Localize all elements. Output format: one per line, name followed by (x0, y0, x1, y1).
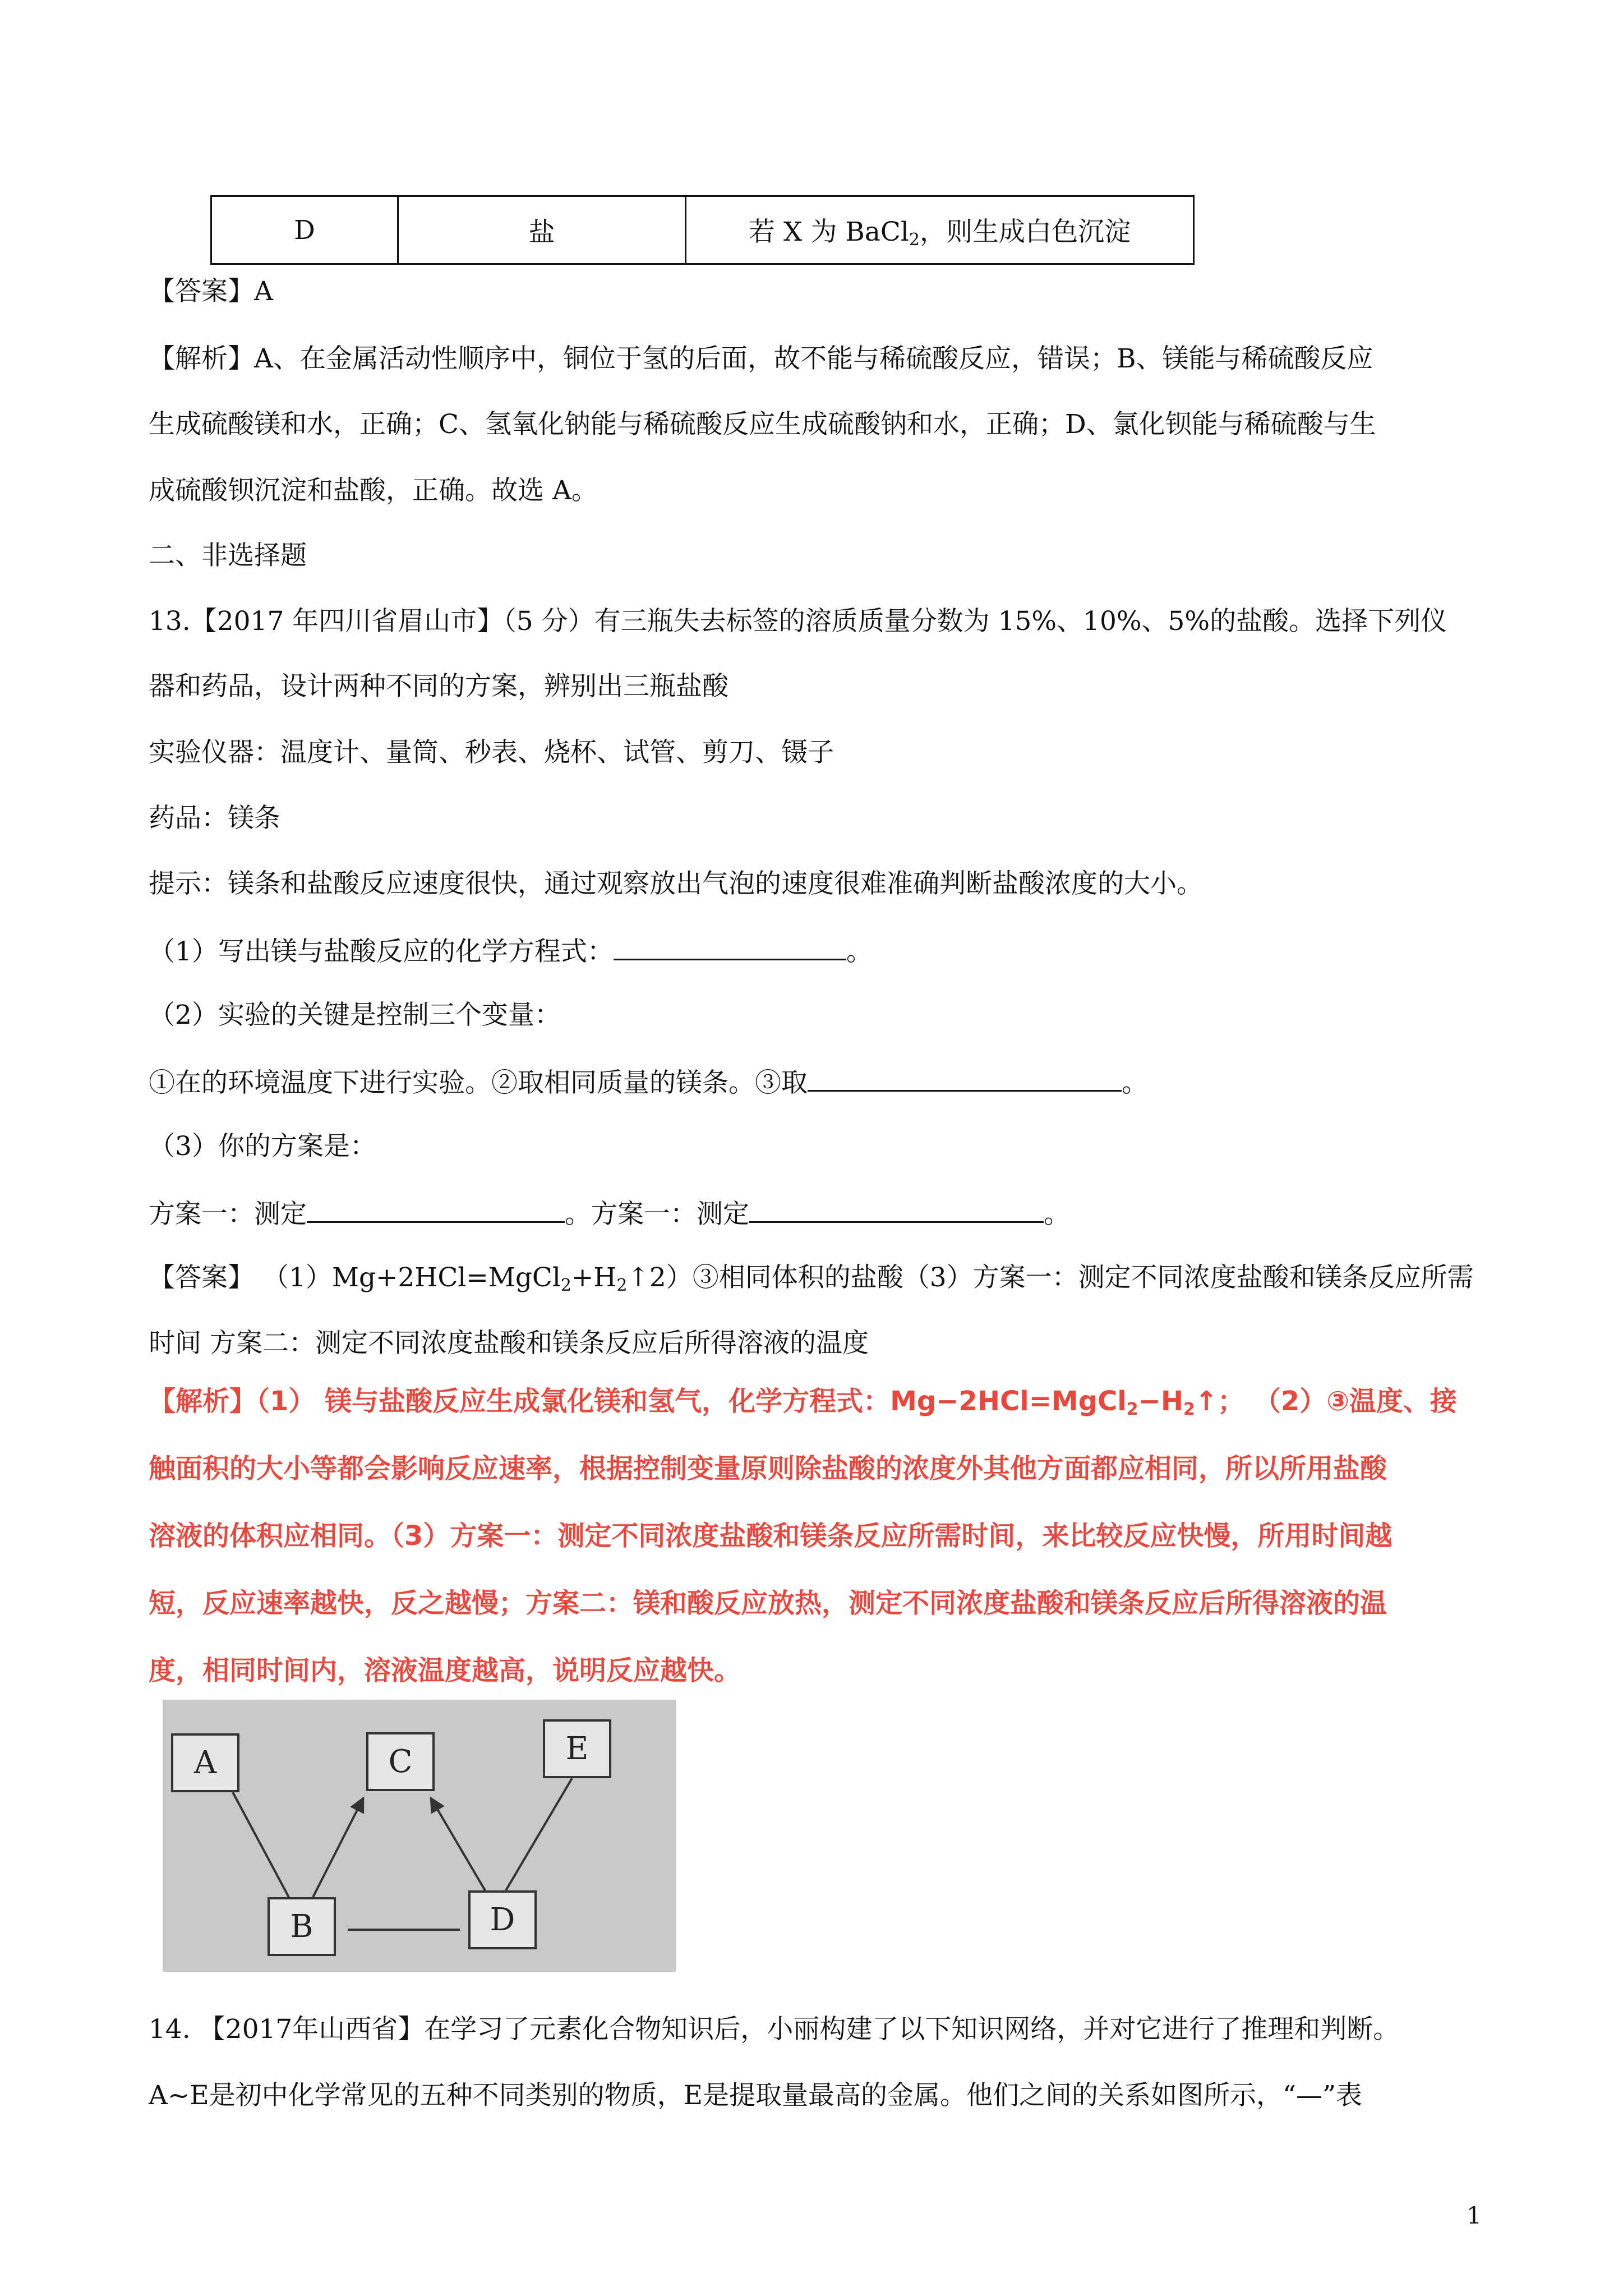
q13-instruments: 实验仪器：温度计、量筒、秒表、烧杯、试管、剪刀、镊子 (149, 737, 834, 768)
q13-answer-line-2: 时间 方案二：测定不同浓度盐酸和镁条反应后所得溶液的温度 (149, 1328, 869, 1359)
description-cell: 若 X 为 BaCl$_2$，则生成白色沉淀 (686, 196, 1194, 264)
q12-answer: 【答案】A (149, 276, 273, 307)
answer-blank-1[interactable] (614, 934, 846, 960)
answer-blank-3[interactable] (307, 1197, 565, 1223)
q13-answer-line-1: 【答案】 $(1)Mg+2HCl=MgCl_2+H_2↑2)③$相同体积的盐酸（3）方案一：测定不同浓度盐酸和镁条反应所需 (149, 1262, 1474, 1295)
knowledge-network-diagram (163, 1700, 676, 1972)
link-d-e (506, 1778, 572, 1890)
q13-part-2-detail: ①在的环境温度下进行实验。②取相同质量的镁条。③取 。 (149, 1065, 1148, 1099)
q13-stem-line-2: 器和药品，设计两种不同的方案，辨别出三瓶盐酸 (149, 671, 728, 702)
node-e: E (543, 1719, 611, 1778)
q13-explanation-line-3: 溶液的体积应相同。（3）方案一：测定不同浓度盐酸和镁条反应所需时间，来比较反应快慢，所用时间越 (149, 1520, 1393, 1552)
answer-option-table (210, 195, 1195, 265)
q13-explanation-line-1: 【解析】（1） 镁与盐酸反应生成氯化镁和氢气，化学方程式：$Mg-2HCl=MgCl_2-H_2↑$； （2）③温度、接 (149, 1386, 1457, 1419)
q13-hint: 提示：镁条和盐酸反应速度很快，通过观察放出气泡的速度很难准确判断盐酸浓度的大小。 (149, 868, 1203, 899)
node-b: B (268, 1897, 336, 1956)
q12-analysis-line-1: 【解析】A、在金属活动性顺序中，铜位于氢的后面，故不能与稀硫酸反应，错误；B、镁能与稀硫酸反应 (149, 343, 1373, 374)
q14-stem-line-1: 14. 【2017年山西省】在学习了元素化合物知识后，小丽构建了以下知识网络，并对它进行了推理和判断。 (149, 2014, 1400, 2045)
answer-blank-4[interactable] (749, 1197, 1044, 1223)
answer-blank-2[interactable] (808, 1065, 1122, 1092)
arrow-d-c (431, 1798, 485, 1890)
q13-explanation-line-4: 短，反应速率越快，反之越慢；方案二：镁和酸反应放热，测定不同浓度盐酸和镁条反应后所得溶液的温 (149, 1588, 1387, 1619)
node-c: C (366, 1732, 435, 1791)
q13-part-3: （3）你的方案是： (149, 1131, 376, 1162)
section-heading: 二、非选择题 (149, 540, 307, 571)
page-number: 1 (1467, 2202, 1482, 2229)
q13-part-2: （2）实验的关键是控制三个变量： (149, 1000, 561, 1030)
q13-explanation-line-5: 度，相同时间内，溶液温度越高，说明反应越快。 (149, 1655, 741, 1686)
q13-reagents: 药品：镁条 (149, 803, 280, 834)
q12-analysis-line-3: 成硫酸钡沉淀和盐酸，正确。故选 A。 (149, 475, 598, 506)
q13-part-1: （1）写出镁与盐酸反应的化学方程式： 。 (149, 934, 873, 968)
q14-stem-line-2: A~E是初中化学常见的五种不同类别的物质，E是提取量最高的金属。他们之间的关系如图所示，“—”表 (149, 2080, 1362, 2111)
category-cell: 盐 (398, 196, 686, 264)
link-a-b (233, 1792, 289, 1897)
q13-part-3-plans: 方案一：测定 。方案一：测定 。 (149, 1197, 1070, 1230)
node-d: D (468, 1890, 537, 1949)
q13-explanation-line-2: 触面积的大小等都会影响反应速率，根据控制变量原则除盐酸的浓度外其他方面都应相同，所以所用盐酸 (149, 1453, 1387, 1484)
q13-stem-line-1: 13.【2017 年四川省眉山市】（5 分）有三瓶失去标签的溶质质量分数为 15%、10%、5%的盐酸。选择下列仪 (149, 606, 1447, 637)
arrow-b-c (313, 1798, 363, 1897)
q12-analysis-line-2: 生成硫酸镁和水，正确；C、氢氧化钠能与稀硫酸反应生成硫酸钠和水，正确；D、氯化钡能与稀硫酸与生 (149, 409, 1376, 440)
option-letter-cell: D (211, 196, 398, 264)
node-a: A (171, 1733, 239, 1792)
table-row (211, 196, 1194, 264)
